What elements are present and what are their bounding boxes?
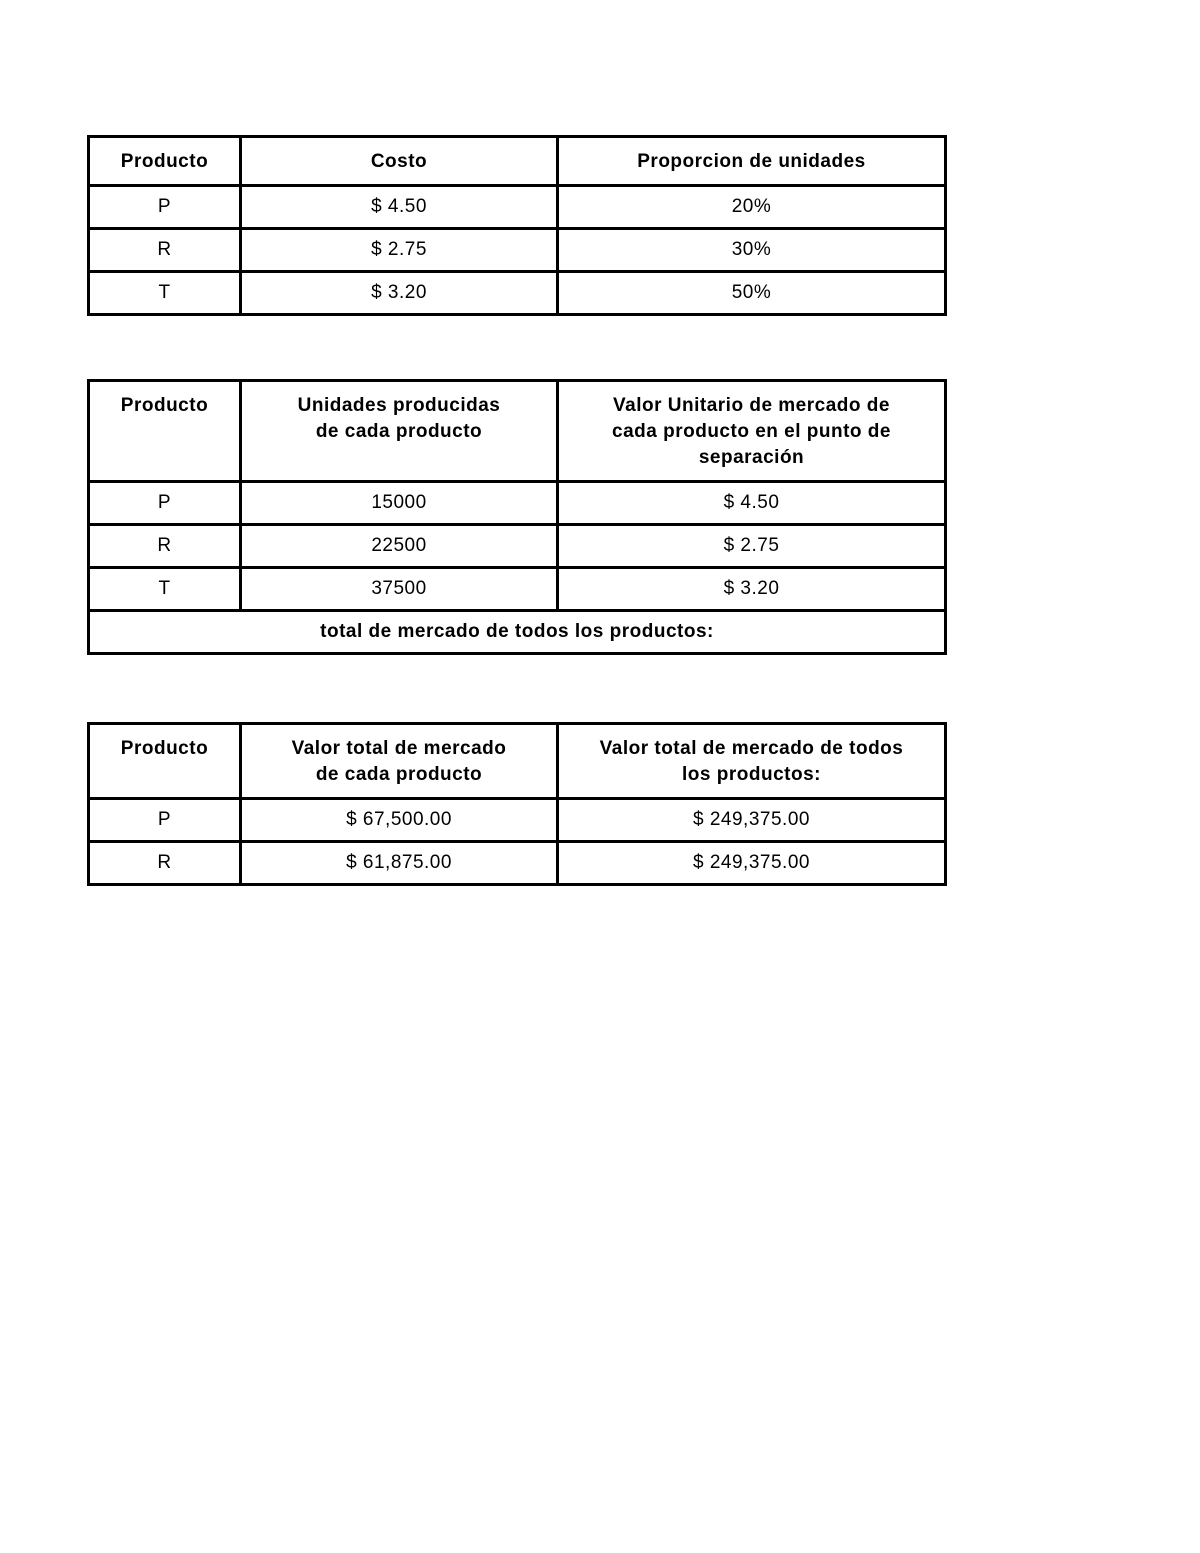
- cell-proporcion: 50%: [558, 272, 946, 315]
- total-row: [89, 611, 946, 654]
- table-header-row: [89, 381, 946, 482]
- cell-unidades: 22500: [241, 525, 558, 568]
- table-row: [89, 568, 946, 611]
- cell-producto: P: [89, 482, 241, 525]
- cell-producto: R: [89, 525, 241, 568]
- cell-valor-total-producto: $ 61,875.00: [241, 842, 558, 885]
- total-label: total de mercado de todos los productos:: [89, 611, 946, 654]
- cell-unidades: 15000: [241, 482, 558, 525]
- header-proporcion: Proporcion de unidades: [558, 137, 946, 186]
- cell-producto: T: [89, 568, 241, 611]
- units-market-value-table: [87, 379, 947, 655]
- cell-valor-total-producto: $ 67,500.00: [241, 799, 558, 842]
- cell-valor-total-todos: $ 249,375.00: [558, 799, 946, 842]
- cell-valor-unitario: $ 3.20: [558, 568, 946, 611]
- cell-costo: $ 4.50: [241, 186, 558, 229]
- header-costo: Costo: [241, 137, 558, 186]
- header-producto: Producto: [89, 724, 241, 799]
- header-unidades-producidas: Unidades producidas de cada producto: [241, 381, 558, 482]
- cost-proportion-table: [87, 135, 947, 316]
- cell-unidades: 37500: [241, 568, 558, 611]
- cell-valor-unitario: $ 4.50: [558, 482, 946, 525]
- cell-valor-unitario: $ 2.75: [558, 525, 946, 568]
- cell-costo: $ 2.75: [241, 229, 558, 272]
- total-market-value-table: [87, 722, 947, 886]
- cell-costo: $ 3.20: [241, 272, 558, 315]
- cell-producto: R: [89, 229, 241, 272]
- table-row: [89, 482, 946, 525]
- header-producto: Producto: [89, 381, 241, 482]
- table-header-row: [89, 137, 946, 186]
- table-row: [89, 799, 946, 842]
- cell-proporcion: 20%: [558, 186, 946, 229]
- cell-producto: P: [89, 799, 241, 842]
- table-row: [89, 229, 946, 272]
- table-header-row: [89, 724, 946, 799]
- table-row: [89, 186, 946, 229]
- cell-producto: P: [89, 186, 241, 229]
- table-row: [89, 272, 946, 315]
- table-row: [89, 525, 946, 568]
- table-row: [89, 842, 946, 885]
- cell-producto: T: [89, 272, 241, 315]
- cell-producto: R: [89, 842, 241, 885]
- cell-valor-total-todos: $ 249,375.00: [558, 842, 946, 885]
- header-producto: Producto: [89, 137, 241, 186]
- header-valor-total-todos: Valor total de mercado de todos los productos:: [558, 724, 946, 799]
- header-valor-unitario: Valor Unitario de mercado de cada producto en el punto de separación: [558, 381, 946, 482]
- cell-proporcion: 30%: [558, 229, 946, 272]
- header-valor-total-producto: Valor total de mercado de cada producto: [241, 724, 558, 799]
